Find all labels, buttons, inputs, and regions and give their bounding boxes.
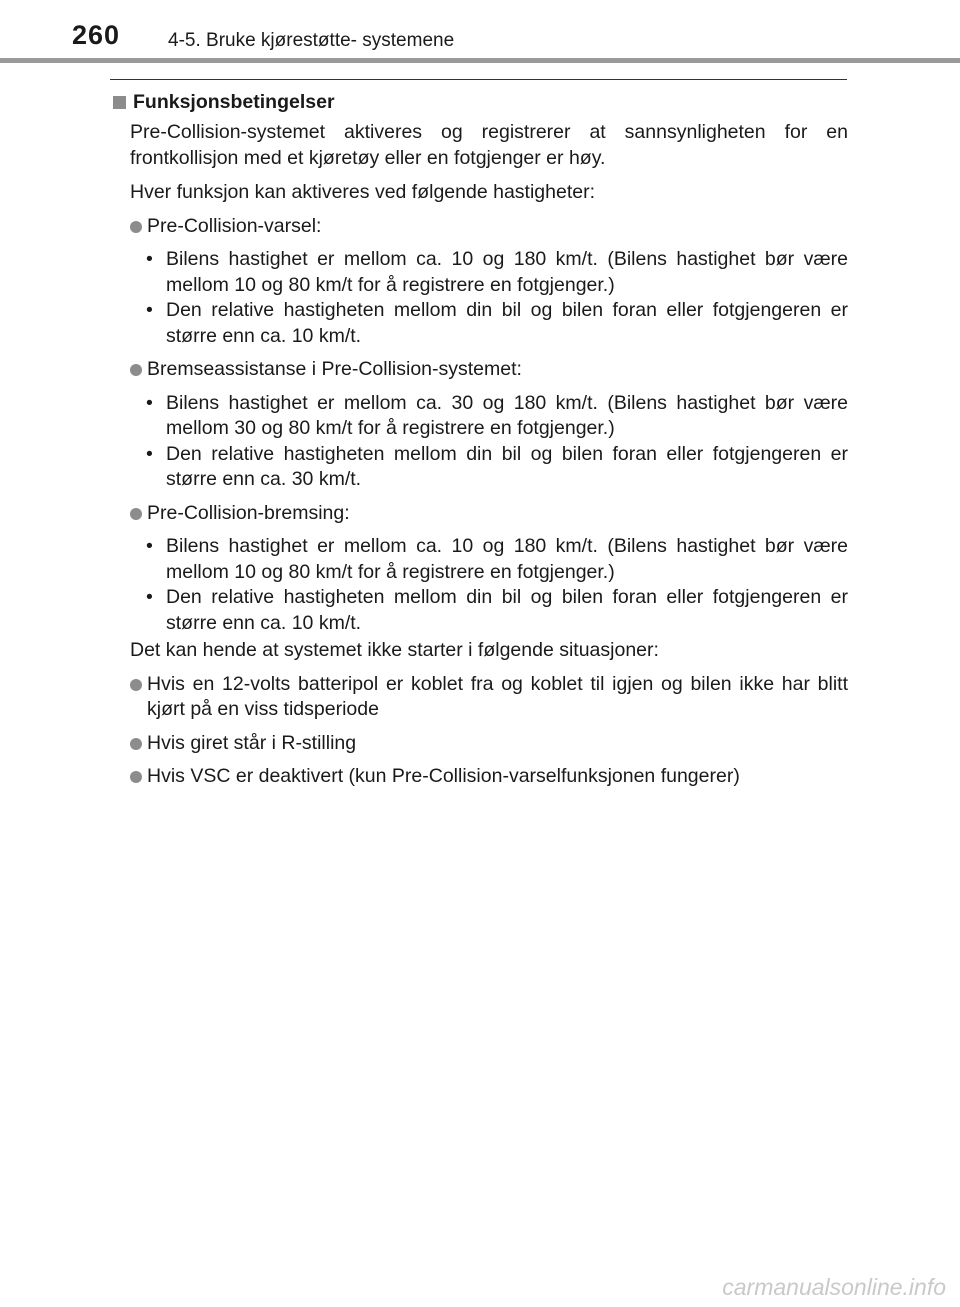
bullet-text: Den relative hastigheten mellom din bil og bilen foran eller fotgjengeren er større enn ca. 10 km/t. (166, 299, 848, 347)
section-heading-text: Funksjonsbetingelser (133, 91, 335, 113)
bullet-text: Bilens hastighet er mellom ca. 10 og 180 km/t. (Bilens hastighet bør være mellom 10 og 80 km/t for å registrere en fotgjenger.) (166, 248, 848, 296)
situations-intro: Det kan hende at systemet ikke starter i følgende situasjoner: (130, 639, 659, 661)
function-item (130, 501, 848, 527)
bullet-item (146, 442, 848, 493)
function-item (130, 357, 848, 383)
circle-bullet-icon (130, 221, 142, 233)
function-item (130, 214, 848, 240)
circle-bullet-icon (130, 771, 142, 783)
bullet-item (146, 585, 848, 636)
intro-paragraph: Pre-Collision-systemet aktiveres og registrerer at sannsynligheten for en frontkollisjon med et kjøretøy eller en fotgjenger er høy. (130, 121, 848, 169)
situation-text: Hvis VSC er deaktivert (kun Pre-Collision-varselfunksjonen fungerer) (147, 765, 740, 787)
watermark: carmanualsonline.info (722, 1274, 946, 1300)
function-title: Pre-Collision-bremsing: (147, 501, 350, 524)
section-title: 4-5. Bruke kjørestøtte- systemene (168, 30, 455, 51)
situation-text: Hvis en 12-volts batteripol er koblet fra og koblet til igjen og bilen ikke har blitt kjørt på en viss tidsperiode (147, 672, 848, 720)
content-divider (110, 79, 847, 80)
function-title: Bremseassistanse i Pre-Collision-systemet: (147, 358, 522, 380)
bullet-text: Den relative hastigheten mellom din bil og bilen foran eller fotgjengeren er større enn ca. 30 km/t. (166, 442, 848, 490)
function-title: Pre-Collision-varsel: (147, 214, 322, 237)
bullet-icon: • (146, 299, 153, 321)
header-divider (0, 58, 960, 63)
bullet-icon: • (146, 535, 153, 557)
bullet-icon: • (146, 248, 153, 270)
section-heading (110, 88, 848, 116)
function-bullets (146, 534, 848, 636)
manual-content (110, 88, 848, 790)
page-header (0, 0, 960, 70)
situation-item (130, 672, 848, 723)
circle-bullet-icon (130, 679, 142, 691)
bullet-icon: • (146, 442, 153, 465)
bullet-item (146, 298, 848, 349)
speeds-intro: Hver funksjon kan aktiveres ved følgende hastigheter: (130, 181, 596, 203)
situation-item (130, 731, 848, 757)
circle-bullet-icon (130, 508, 142, 520)
bullet-text: Bilens hastighet er mellom ca. 30 og 180 km/t. (Bilens hastighet bør være mellom 30 og 80 km/t for å registrere en fotgjenger.) (166, 391, 848, 439)
square-bullet-icon (113, 96, 126, 109)
function-bullets (146, 391, 848, 493)
function-bullets (146, 247, 848, 349)
circle-bullet-icon (130, 738, 142, 750)
bullet-item (146, 391, 848, 442)
situation-item (130, 764, 848, 790)
bullet-text: Bilens hastighet er mellom ca. 10 og 180 km/t. (Bilens hastighet bør være mellom 10 og 80 km/t for å registrere en fotgjenger.) (166, 535, 848, 583)
bullet-item (146, 534, 848, 585)
situation-text: Hvis giret står i R-stilling (147, 731, 357, 754)
bullet-item (146, 247, 848, 298)
page-number: 260 (72, 20, 121, 50)
bullet-text: Den relative hastigheten mellom din bil og bilen foran eller fotgjengeren er større enn ca. 10 km/t. (166, 586, 848, 634)
circle-bullet-icon (130, 364, 142, 376)
bullet-icon: • (146, 586, 153, 608)
bullet-icon: • (146, 391, 153, 414)
